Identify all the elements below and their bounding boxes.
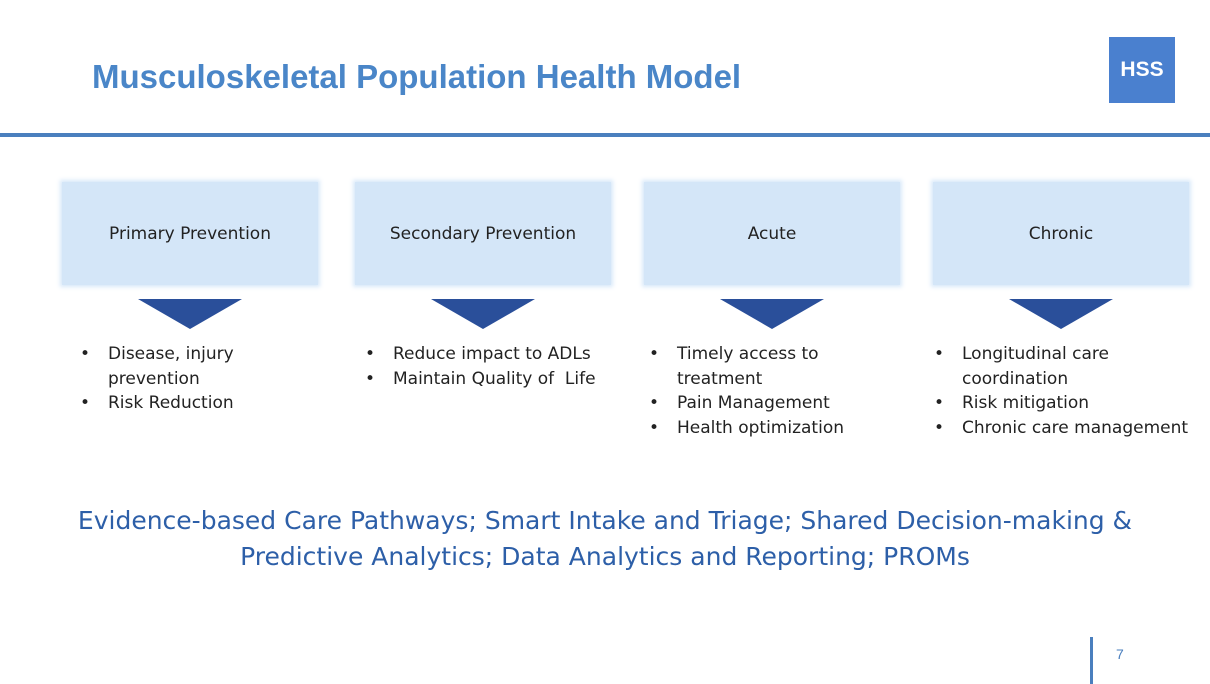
- stage-label: Acute: [747, 223, 797, 244]
- stage-bullets-acute: [647, 342, 844, 440]
- enablers-text: [40, 503, 1170, 575]
- bullet-item: • Risk Reduction: [78, 391, 258, 416]
- down-arrow-icon: [138, 299, 242, 329]
- bullet-item: • Disease, injury prevention: [78, 342, 258, 391]
- bullet-item: • Chronic care management: [932, 416, 1188, 441]
- bullet-item: • Timely access to treatment: [647, 342, 844, 391]
- stage-label: Chronic: [1028, 223, 1094, 244]
- page-number-divider: [1090, 637, 1093, 684]
- stage-bullets-secondary-prevention: [363, 342, 596, 391]
- stage-bullets-chronic: [932, 342, 1188, 440]
- bullet-item: • Pain Management: [647, 391, 844, 416]
- bullet-item: • Risk mitigation: [932, 391, 1188, 416]
- hss-logo: HSS: [1109, 37, 1175, 103]
- enablers-line-2: Predictive Analytics; Data Analytics and Reporting; PROMs: [240, 542, 970, 571]
- bullet-item: • Longitudinal care coordination: [932, 342, 1188, 391]
- bullet-item: • Maintain Quality of Life: [363, 367, 596, 392]
- slide-title: Musculoskeletal Population Health Model: [92, 58, 742, 95]
- stage-box-chronic: [933, 182, 1189, 285]
- enablers-line-1: Evidence-based Care Pathways; Smart Intake and Triage; Shared Decision-making &: [77, 506, 1133, 535]
- stage-label: Primary Prevention: [109, 223, 271, 244]
- down-arrow-icon: [431, 299, 535, 329]
- down-arrow-icon: [720, 299, 824, 329]
- page-number: 7: [1116, 646, 1124, 662]
- stage-label: Secondary Prevention: [389, 223, 577, 244]
- stage-box-secondary-prevention: [355, 182, 611, 285]
- title-divider: [0, 133, 1210, 137]
- bullet-item: • Health optimization: [647, 416, 844, 441]
- stage-box-acute: [644, 182, 900, 285]
- bullet-item: • Reduce impact to ADLs: [363, 342, 596, 367]
- stage-bullets-primary-prevention: [78, 342, 258, 416]
- stage-box-primary-prevention: [62, 182, 318, 285]
- down-arrow-icon: [1009, 299, 1113, 329]
